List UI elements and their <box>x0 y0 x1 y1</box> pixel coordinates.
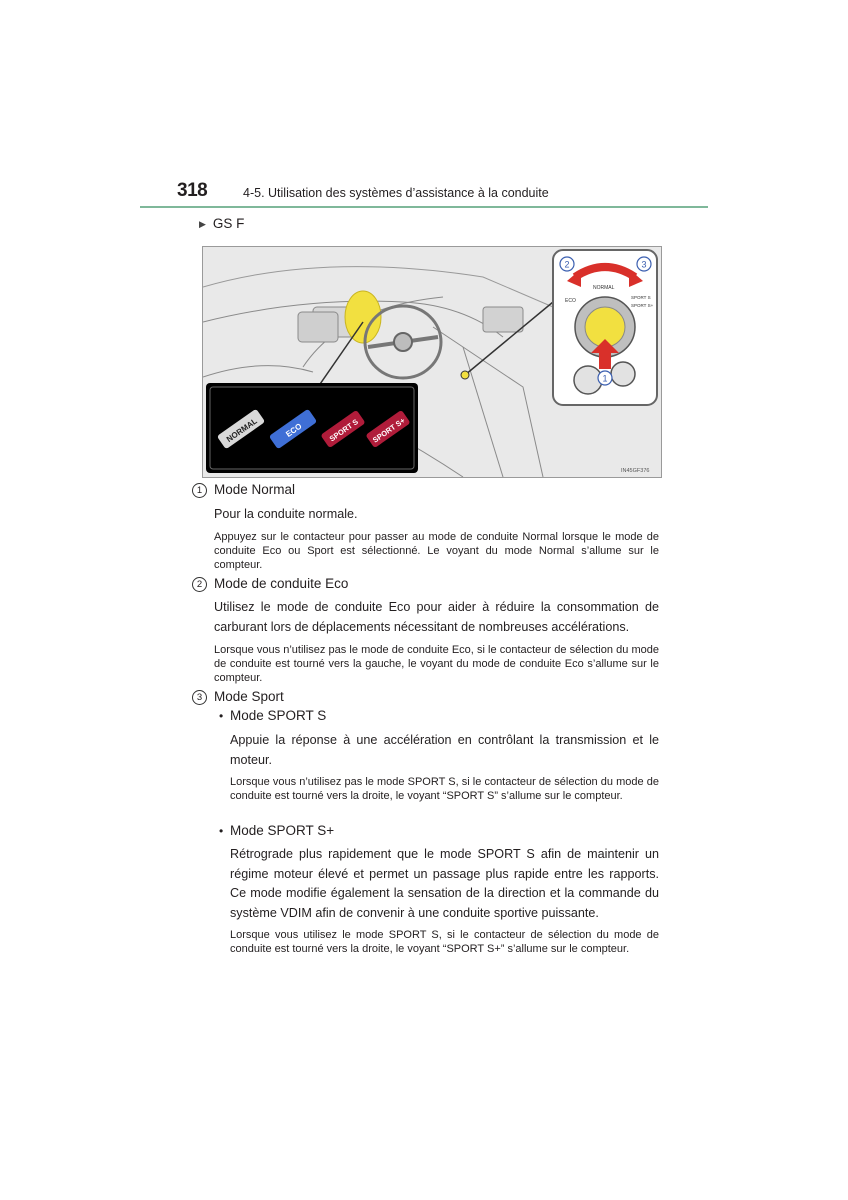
item-note-1: Appuyez sur le contacteur pour passer au mode de conduite Normal lorsque le mode de conduite Eco ou Sport est sélectionné. Le voyant du mode Normal s’allume sur le compteur. <box>214 531 659 571</box>
subitem-bullet-2: • <box>219 824 224 838</box>
indicator-sport-s-label: SPORT S <box>327 417 360 444</box>
subitem-bullet-1: • <box>219 709 224 723</box>
subitem-description-sport-s: Appuie la réponse à une accélération en contrôlant la transmission et le moteur. <box>230 733 659 767</box>
model-label <box>199 216 244 231</box>
subitem-description-sport-splus: Rétrograde plus rapidement que le mode SPORT S afin de maintenir un régime moteur élevé et permet un passage plus rapide entre les rapports. Ce mode modifie également la sensation de la direction et la commande du système VDIM afin de convenir à une conduite sportive puissante. <box>230 847 659 920</box>
item-number-2: 2 <box>192 577 207 592</box>
dashboard-illustration <box>203 247 661 477</box>
page-number: 318 <box>177 180 208 201</box>
item-title-1: Mode Normal <box>214 482 296 497</box>
subitem-note-sport-splus: Lorsque vous utilisez le mode SPORT S, si le contacteur de sélection du mode de conduite est tourné vers la droite, le voyant “SPORT S+” s’allume sur le compteur. <box>230 929 659 955</box>
callout-3: 3 <box>641 259 647 270</box>
indicator-normal-label: NORMAL <box>224 416 259 444</box>
header-rule <box>140 206 708 208</box>
item-number-1: 1 <box>192 483 207 498</box>
indicator-panel <box>206 383 418 473</box>
dial-inset <box>553 250 657 405</box>
dial-label-normal: NORMAL <box>593 285 615 291</box>
figure-code: IN45GF376 <box>621 468 650 474</box>
model-label-text: GS F <box>212 216 245 231</box>
subitem-title-sport-splus: Mode SPORT S+ <box>230 823 335 838</box>
dial-label-sport-s: SPORT S <box>631 295 651 300</box>
subitem-title-sport-s: Mode SPORT S <box>230 708 327 723</box>
callout-2: 2 <box>564 259 570 270</box>
item-title-2: Mode de conduite Eco <box>214 576 349 591</box>
lower-button-right <box>611 362 635 386</box>
item-note-2: Lorsque vous n’utilisez pas le mode de conduite Eco, si le contacteur de sélection du mode de conduite est tourné vers la gauche, le voyant du mode de conduite Eco s’allume sur le compteur. <box>214 644 659 684</box>
item-title-3: Mode Sport <box>214 689 284 704</box>
callout-1: 1 <box>602 373 608 384</box>
item-description-1: Pour la conduite normale. <box>214 507 358 521</box>
dial-label-sport-splus: SPORT S+ <box>631 303 654 308</box>
dial-label-eco: ECO <box>565 298 576 304</box>
subitem-note-sport-s: Lorsque vous n’utilisez pas le mode SPORT S, si le contacteur de sélection du mode de conduite est tourné vers la droite, le voyant “SPORT S” s’allume sur le compteur. <box>230 776 659 802</box>
item-number-3: 3 <box>192 690 207 705</box>
indicator-eco-label: ECO <box>284 421 304 439</box>
item-description-2: Utilisez le mode de conduite Eco pour aider à réduire la consommation de carburant lors de déplacements nécessitant de nombreuses accélérations. <box>214 600 659 634</box>
triangle-bullet-icon: ▶ <box>199 219 206 229</box>
indicator-sport-splus-label: SPORT S+ <box>370 415 407 445</box>
figure-illustration <box>202 246 662 478</box>
section-title: 4-5. Utilisation des systèmes d’assistance à la conduite <box>243 186 549 200</box>
